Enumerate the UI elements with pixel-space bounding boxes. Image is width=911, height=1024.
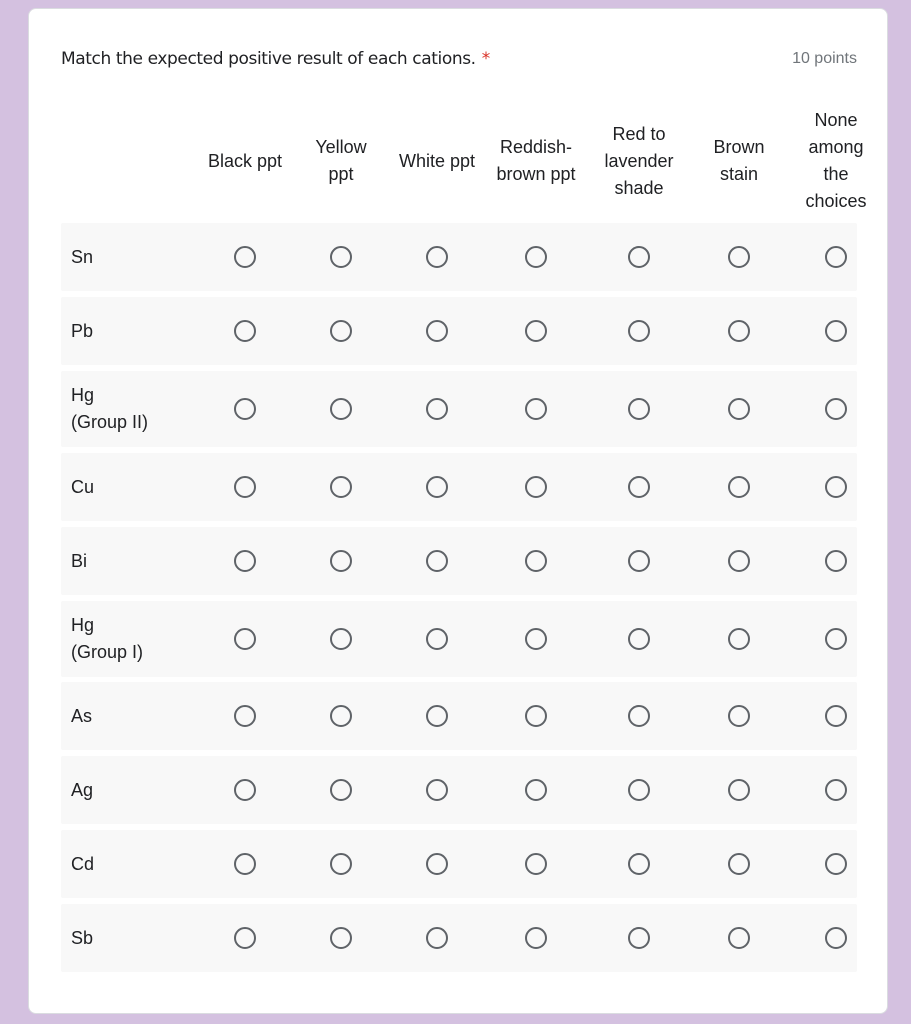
radio-option[interactable] [628, 320, 650, 342]
radio-option[interactable] [628, 927, 650, 949]
radio-option[interactable] [825, 398, 847, 420]
column-header [195, 101, 295, 221]
radio-option[interactable] [426, 705, 448, 727]
row-label-line: Bi [71, 550, 88, 571]
column-header-line: shade [614, 177, 664, 198]
radio-option[interactable] [234, 398, 256, 420]
column-header-line: Brown [713, 137, 765, 157]
column-header-line: brown ppt [496, 164, 576, 184]
radio-option[interactable] [426, 476, 448, 498]
radio-option[interactable] [628, 853, 650, 875]
row-label-line: (Group I) [71, 642, 144, 662]
radio-option[interactable] [330, 476, 352, 498]
question-header [61, 45, 857, 75]
column-header-line: None [814, 110, 858, 130]
radio-option[interactable] [728, 398, 750, 420]
radio-option[interactable] [628, 779, 650, 801]
radio-option[interactable] [330, 779, 352, 801]
column-header [486, 101, 586, 221]
radio-option[interactable] [234, 705, 256, 727]
row-label [71, 371, 148, 447]
row-label [71, 904, 93, 972]
grid-row [61, 830, 857, 898]
radio-option[interactable] [330, 246, 352, 268]
radio-option[interactable] [330, 927, 352, 949]
radio-option[interactable] [330, 705, 352, 727]
radio-option[interactable] [825, 476, 847, 498]
column-header-line: the [823, 164, 849, 184]
radio-option[interactable] [525, 705, 547, 727]
column-header-line: stain [719, 164, 759, 184]
radio-option[interactable] [426, 927, 448, 949]
row-label [71, 223, 93, 291]
grid-row [61, 601, 857, 677]
radio-option[interactable] [728, 853, 750, 875]
radio-option[interactable] [234, 320, 256, 342]
radio-option[interactable] [825, 853, 847, 875]
radio-option[interactable] [825, 320, 847, 342]
radio-option[interactable] [330, 398, 352, 420]
radio-option[interactable] [426, 320, 448, 342]
radio-option[interactable] [525, 320, 547, 342]
column-header-line: among [808, 137, 864, 157]
radio-option[interactable] [728, 550, 750, 572]
radio-option[interactable] [728, 476, 750, 498]
row-label-line: Cd [71, 853, 95, 874]
grid-row [61, 297, 857, 365]
radio-option[interactable] [525, 246, 547, 268]
row-label [71, 527, 87, 595]
radio-option[interactable] [234, 853, 256, 875]
column-header-line: choices [805, 191, 867, 211]
column-header-line: Reddish- [499, 137, 573, 157]
grid-column-headers [61, 101, 867, 221]
radio-option[interactable] [234, 927, 256, 949]
row-label [71, 830, 94, 898]
column-header-line: Red to [612, 123, 666, 144]
radio-option[interactable] [728, 927, 750, 949]
radio-option[interactable] [525, 927, 547, 949]
question-card [28, 8, 888, 1014]
radio-option[interactable] [234, 476, 256, 498]
column-header [389, 101, 485, 221]
radio-option[interactable] [825, 246, 847, 268]
radio-option[interactable] [628, 705, 650, 727]
radio-option[interactable] [825, 927, 847, 949]
column-header-line: ppt [328, 164, 354, 184]
required-marker: * [481, 49, 490, 69]
radio-option[interactable] [525, 779, 547, 801]
radio-option[interactable] [628, 246, 650, 268]
radio-option[interactable] [426, 398, 448, 420]
radio-option[interactable] [825, 628, 847, 650]
radio-option[interactable] [825, 779, 847, 801]
radio-option[interactable] [330, 853, 352, 875]
grid-row [61, 904, 857, 972]
row-label [71, 601, 143, 677]
row-label [71, 297, 93, 365]
radio-option[interactable] [330, 628, 352, 650]
radio-option[interactable] [628, 398, 650, 420]
grid-row [61, 527, 857, 595]
question-title [61, 45, 490, 73]
row-label-line: (Group II) [71, 412, 149, 432]
row-label-line: Cu [71, 476, 95, 497]
radio-option[interactable] [426, 246, 448, 268]
row-label-line: Ag [71, 779, 94, 800]
grid-row [61, 682, 857, 750]
radio-option[interactable] [728, 320, 750, 342]
question-title-text: Match the expected positive result of each cations. [61, 49, 476, 69]
grid-row [61, 756, 857, 824]
radio-option[interactable] [330, 550, 352, 572]
row-label-line: Sn [71, 246, 94, 267]
radio-option[interactable] [825, 550, 847, 572]
row-label [71, 682, 92, 750]
row-label-line: Sb [71, 927, 94, 948]
radio-option[interactable] [426, 628, 448, 650]
radio-option[interactable] [525, 628, 547, 650]
radio-option[interactable] [628, 628, 650, 650]
row-label-line: As [71, 705, 93, 726]
column-header [791, 101, 881, 221]
radio-option[interactable] [234, 779, 256, 801]
grid-row [61, 453, 857, 521]
radio-option[interactable] [525, 853, 547, 875]
radio-option[interactable] [525, 550, 547, 572]
grid-row [61, 223, 857, 291]
column-header-line: Yellow [315, 137, 367, 157]
row-label [71, 453, 94, 521]
grid-row [61, 371, 857, 447]
radio-option[interactable] [426, 853, 448, 875]
row-label [71, 756, 93, 824]
radio-option[interactable] [628, 476, 650, 498]
radio-option[interactable] [525, 476, 547, 498]
radio-option[interactable] [525, 398, 547, 420]
column-header [594, 101, 684, 221]
radio-option[interactable] [426, 550, 448, 572]
radio-option[interactable] [628, 550, 650, 572]
radio-option[interactable] [234, 246, 256, 268]
radio-option[interactable] [330, 320, 352, 342]
column-header-line: lavender [604, 150, 674, 171]
column-header [301, 101, 381, 221]
row-label-line: Hg [71, 385, 95, 405]
column-header-line: White ppt [398, 150, 476, 171]
radio-option[interactable] [728, 628, 750, 650]
row-label-line: Pb [71, 320, 94, 341]
radio-option[interactable] [728, 705, 750, 727]
radio-option[interactable] [234, 628, 256, 650]
radio-option[interactable] [234, 550, 256, 572]
points-label: 10 points [792, 50, 857, 67]
choice-grid [61, 101, 867, 948]
radio-option[interactable] [728, 779, 750, 801]
column-header-line: Black ppt [207, 150, 283, 171]
radio-option[interactable] [825, 705, 847, 727]
radio-option[interactable] [426, 779, 448, 801]
column-header [699, 101, 779, 221]
radio-option[interactable] [728, 246, 750, 268]
row-label-line: Hg [71, 615, 95, 635]
